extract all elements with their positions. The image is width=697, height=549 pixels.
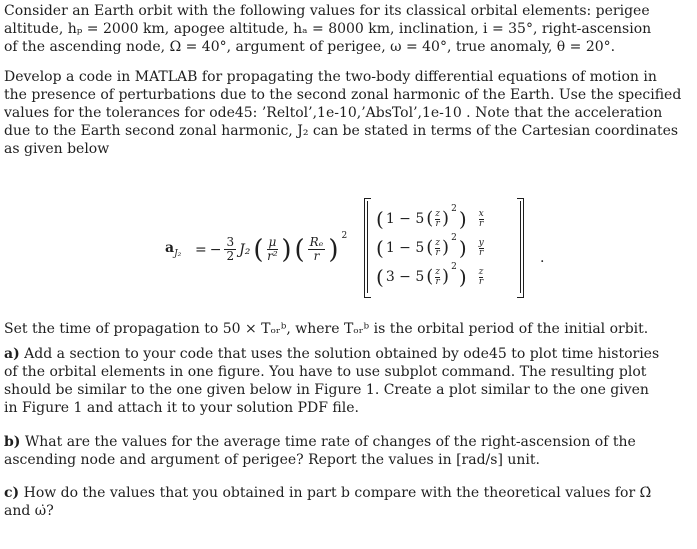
three-halves-fraction: $\frac{3}{2}$ [226, 235, 235, 263]
part-a-line-4: in Figure 1 and attach it to your solution PDF file. [4, 400, 359, 416]
equation-rhs: = − $\frac{3}{2}$ J₂ ( $\frac{\mu}{\text{r²}}$ ) ( $\frac{\text{Rₑ}}{r}$ ) $^2$ [195, 230, 348, 265]
re-over-r-fraction: $\frac{\text{Rₑ}}{r}$ [309, 235, 324, 263]
p2-line-2: the presence of perturbations due to the second zonal harmonic of the Earth. Use the specified [4, 87, 682, 103]
part-a [4, 345, 690, 417]
p2-line-4: due to the Earth second zonal harmonic, J₂ can be stated in terms of the Cartesian coordinates [4, 123, 679, 139]
mu-over-r2-fraction: $\frac{\mu}{\text{r²}}$ [267, 235, 278, 263]
p1-line-1: Consider an Earth orbit with the following values for its classical orbital elements: perigee [4, 3, 650, 19]
p1-line-2: altitude, hₚ = 2000 km, apogee altitude, hₐ = 8000 km, inclination, i = 35°, right-ascension [4, 21, 652, 37]
part-a-line-1: Add a section to your code that uses the solution obtained by ode45 to plot time histories [24, 346, 660, 362]
part-b-line-1: What are the values for the average time rate of changes of the right-ascension of the [24, 434, 636, 450]
matrix-row-z: ( 3 − 5 ( z r ) $^2$ ) z r [376, 262, 484, 289]
j2-acceleration-equation [165, 198, 525, 298]
part-b [4, 433, 690, 469]
paragraph-orbital-elements [4, 2, 690, 56]
matrix-row-x: ( 1 − 5 ( z r ) $^2$ ) x r [376, 204, 484, 231]
equation-lhs: $a_{J_2}$ [165, 240, 182, 259]
p2-line-3: values for the tolerances for ode45: ’Reltol’,1e-10,’AbsTol’,1e-10 . Note that the acceleration [4, 105, 663, 121]
p3-line-1: Set the time of propagation to 50 × Tₒᵣᵇ, where Tₒᵣᵇ is the orbital period of the initial orbit. [4, 321, 649, 337]
part-c-line-1: How do the values that you obtained in part b compare with the theoretical values for Ω̇ [23, 485, 652, 501]
part-c [4, 484, 690, 520]
p2-line-1: Develop a code in MATLAB for propagating the two-body differential equations of motion in [4, 69, 657, 85]
paragraph-develop-code [4, 68, 690, 158]
equation-period: . [540, 250, 545, 266]
p2-line-5: as given below [4, 141, 110, 157]
p1-line-3: of the ascending node, Ω = 40°, argument of perigee, ω = 40°, true anomaly, θ = 20°. [4, 39, 616, 55]
part-a-line-2: of the orbital elements in one figure. You have to use subplot command. The resulting plot [4, 364, 647, 380]
part-b-label: b) [4, 434, 21, 450]
part-a-line-3: should be similar to the one given below in Figure 1. Create a plot similar to the one given [4, 382, 649, 398]
part-b-line-2: ascending node and argument of perigee? Report the values in [rad/s] unit. [4, 452, 540, 468]
part-c-line-2: and ω̇? [4, 503, 54, 519]
part-c-label: c) [4, 485, 20, 501]
part-a-label: a) [4, 346, 20, 362]
matrix-row-y: ( 1 − 5 ( z r ) $^2$ ) y r [376, 233, 484, 260]
position-matrix [364, 198, 524, 298]
paragraph-propagation-time [4, 320, 690, 338]
